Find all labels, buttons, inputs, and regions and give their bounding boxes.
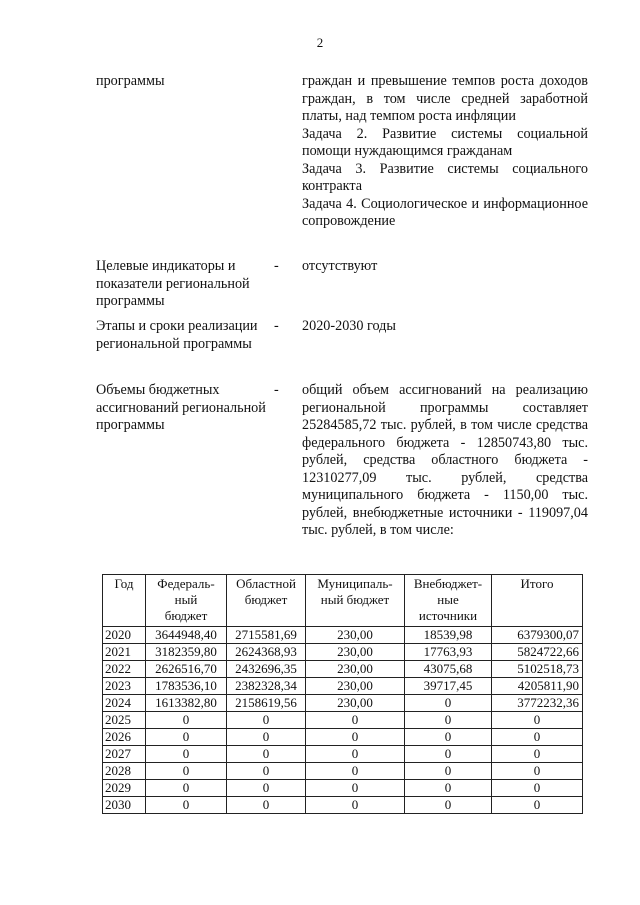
cell-regional: 2158619,56	[227, 695, 306, 712]
table-row	[103, 695, 583, 712]
cell-municipal: 0	[306, 763, 405, 780]
cell-municipal: 0	[306, 797, 405, 814]
task-paragraph: Задача 2. Развитие системы социальной помощи нуждающимся гражданам	[302, 125, 588, 159]
budget-dash: -	[274, 382, 279, 398]
cell-regional: 0	[227, 763, 306, 780]
table-row	[103, 780, 583, 797]
cell-extrabudget: 39717,45	[405, 678, 492, 695]
cell-year: 2023	[103, 678, 146, 695]
cell-regional: 0	[227, 780, 306, 797]
cell-federal: 0	[146, 712, 227, 729]
cell-extrabudget: 0	[405, 695, 492, 712]
cell-federal: 2626516,70	[146, 661, 227, 678]
cell-extrabudget: 17763,93	[405, 644, 492, 661]
header-extrabudget: Внебюджет- ные источники	[405, 575, 492, 627]
cell-total: 6379300,07	[492, 627, 583, 644]
cell-year: 2022	[103, 661, 146, 678]
cell-federal: 1783536,10	[146, 678, 227, 695]
cell-extrabudget: 43075,68	[405, 661, 492, 678]
cell-regional: 0	[227, 712, 306, 729]
task-paragraph: граждан и превышение темпов роста доходов граждан, в том числе средней заработной платы, над темпом роста инфляции	[302, 73, 588, 124]
cell-extrabudget: 0	[405, 729, 492, 746]
cell-regional: 2715581,69	[227, 627, 306, 644]
cell-municipal: 0	[306, 712, 405, 729]
cell-total: 5102518,73	[492, 661, 583, 678]
cell-year: 2026	[103, 729, 146, 746]
header-total: Итого	[492, 575, 583, 627]
cell-federal: 0	[146, 797, 227, 814]
cell-year: 2030	[103, 797, 146, 814]
header-regional: Областной бюджет	[227, 575, 306, 627]
cell-municipal: 230,00	[306, 661, 405, 678]
header-municipal: Муниципаль- ный бюджет	[306, 575, 405, 627]
cell-municipal: 0	[306, 780, 405, 797]
table-row	[103, 729, 583, 746]
indicators-value: отсутствуют	[302, 258, 378, 274]
program-label: программы	[96, 73, 165, 89]
indicators-label: Целевые индикаторы и показатели региональной программы	[96, 258, 250, 309]
cell-extrabudget: 0	[405, 746, 492, 763]
cell-extrabudget: 0	[405, 763, 492, 780]
cell-year: 2024	[103, 695, 146, 712]
cell-federal: 0	[146, 729, 227, 746]
cell-year: 2028	[103, 763, 146, 780]
cell-total: 4205811,90	[492, 678, 583, 695]
cell-total: 3772232,36	[492, 695, 583, 712]
cell-regional: 2624368,93	[227, 644, 306, 661]
cell-total: 0	[492, 712, 583, 729]
cell-total: 0	[492, 780, 583, 797]
cell-total: 0	[492, 729, 583, 746]
task-paragraph: Задача 3. Развитие системы социального контракта	[302, 160, 588, 194]
cell-regional: 0	[227, 797, 306, 814]
task-paragraph: Задача 4. Социологическое и информационное сопровождение	[302, 195, 588, 229]
table-row	[103, 644, 583, 661]
cell-extrabudget: 18539,98	[405, 627, 492, 644]
page-number: 2	[316, 35, 324, 50]
cell-federal: 3644948,40	[146, 627, 227, 644]
budget-label: Объемы бюджетных ассигнований региональной программы	[96, 382, 266, 433]
header-federal: Федераль- ный бюджет	[146, 575, 227, 627]
cell-municipal: 230,00	[306, 695, 405, 712]
cell-federal: 3182359,80	[146, 644, 227, 661]
cell-year: 2025	[103, 712, 146, 729]
stages-dash: -	[274, 318, 279, 334]
table-row	[103, 661, 583, 678]
cell-total: 0	[492, 763, 583, 780]
cell-federal: 0	[146, 763, 227, 780]
cell-municipal: 230,00	[306, 644, 405, 661]
stages-value: 2020-2030 годы	[302, 318, 396, 334]
cell-total: 0	[492, 746, 583, 763]
cell-extrabudget: 0	[405, 780, 492, 797]
table-header-row	[103, 575, 583, 627]
budget-table	[102, 574, 583, 814]
table-row	[103, 678, 583, 695]
cell-extrabudget: 0	[405, 797, 492, 814]
cell-year: 2021	[103, 644, 146, 661]
cell-federal: 0	[146, 746, 227, 763]
table-row	[103, 797, 583, 814]
cell-regional: 2382328,34	[227, 678, 306, 695]
table-row	[103, 712, 583, 729]
stages-label: Этапы и сроки реализации региональной программы	[96, 318, 258, 352]
cell-year: 2027	[103, 746, 146, 763]
cell-year: 2029	[103, 780, 146, 797]
cell-federal: 0	[146, 780, 227, 797]
cell-municipal: 230,00	[306, 678, 405, 695]
cell-municipal: 0	[306, 729, 405, 746]
cell-regional: 2432696,35	[227, 661, 306, 678]
cell-total: 0	[492, 797, 583, 814]
indicators-dash: -	[274, 258, 279, 274]
cell-federal: 1613382,80	[146, 695, 227, 712]
table-row	[103, 627, 583, 644]
table-row	[103, 763, 583, 780]
cell-municipal: 0	[306, 746, 405, 763]
cell-year: 2020	[103, 627, 146, 644]
cell-municipal: 230,00	[306, 627, 405, 644]
cell-regional: 0	[227, 746, 306, 763]
cell-regional: 0	[227, 729, 306, 746]
header-year: Год	[103, 575, 146, 627]
cell-extrabudget: 0	[405, 712, 492, 729]
budget-value: общий объем ассигнований на реализацию региональной программы составляет 25284585,72 тыс. рублей, в том числе средства федерального бюджета - 12850743,80 тыс. рублей, средства областного бюджета - 12310277,09 тыс. рублей, средства муниципального бюджета - 1150,00 тыс. рублей, внебюджетные источники - 119097,04 тыс. рублей, в том числе:	[302, 382, 588, 538]
cell-total: 5824722,66	[492, 644, 583, 661]
program-tasks-content	[302, 73, 588, 231]
table-row	[103, 746, 583, 763]
